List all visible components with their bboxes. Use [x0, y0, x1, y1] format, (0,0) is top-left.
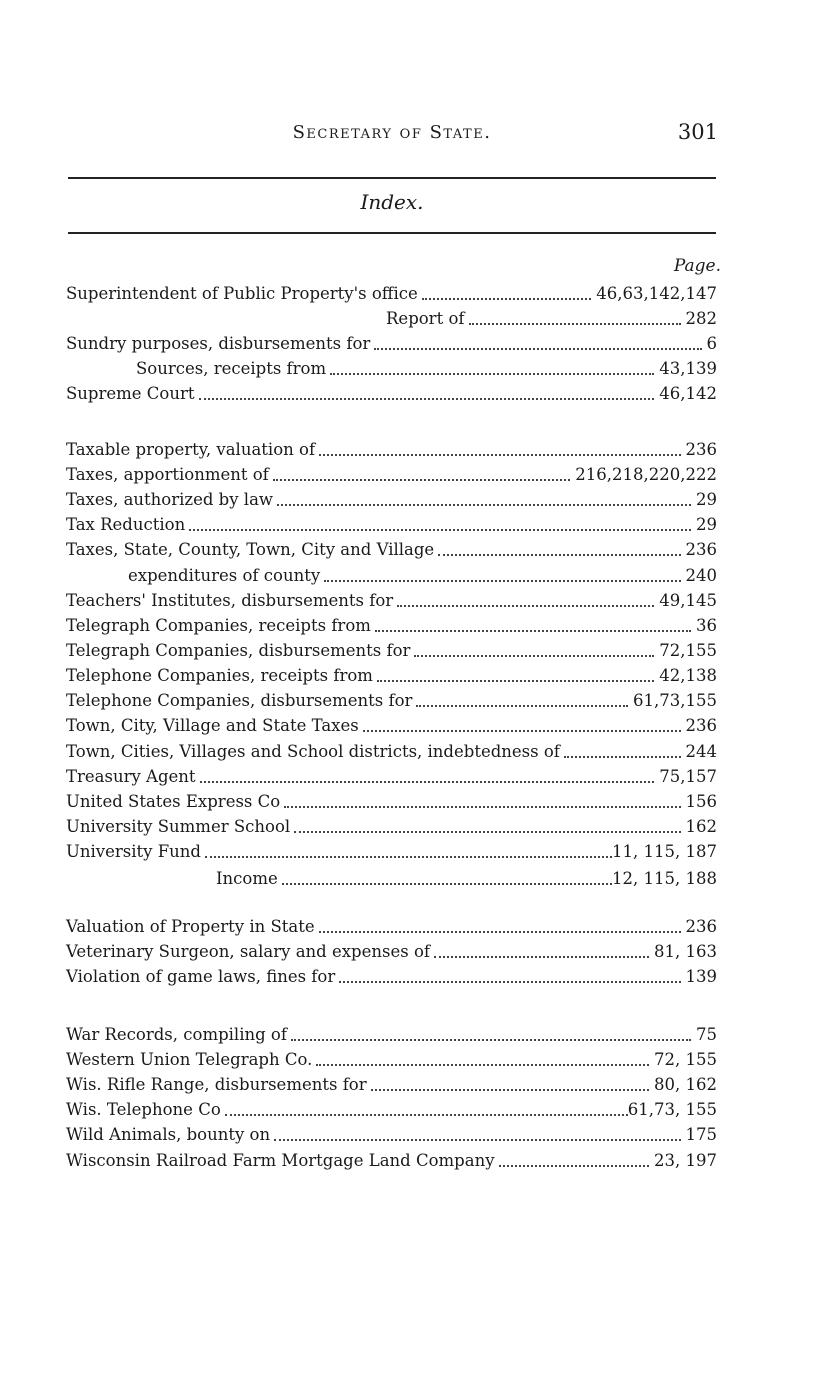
entry-pages: 6: [706, 334, 717, 353]
entry-label: Veterinary Surgeon, salary and expenses of: [66, 942, 430, 961]
entry-pages: 42,138: [659, 666, 717, 685]
index-entry: [66, 535, 717, 560]
entry-label: Wis. Rifle Range, disbursements for: [66, 1075, 367, 1094]
entry-label: Teachers' Institutes, disbursements for: [66, 591, 394, 610]
index-entry: [66, 279, 717, 304]
entry-label: Taxable property, valuation of: [66, 440, 316, 459]
index-entry: [66, 661, 717, 686]
index-entry: [66, 711, 717, 736]
entry-pages: 29: [696, 515, 717, 534]
dot-leader: [294, 830, 680, 833]
index-entry: [66, 435, 717, 460]
index-entry: [66, 1095, 717, 1120]
dot-leader: [273, 478, 570, 481]
index-entry: [66, 737, 717, 762]
dot-leader: [274, 1138, 680, 1141]
dot-leader: [422, 297, 591, 300]
entry-pages: 156: [685, 792, 717, 811]
entry-pages: 29: [696, 490, 717, 509]
index-entry: [66, 379, 717, 404]
entry-label: Telegraph Companies, disbursements for: [66, 641, 411, 660]
dot-leader: [363, 729, 681, 732]
index-entry: [66, 837, 717, 862]
entry-pages: 11, 115, 187: [612, 842, 717, 861]
dot-leader: [225, 1113, 628, 1116]
entry-pages: 75: [696, 1025, 717, 1044]
index-entry: [66, 962, 717, 987]
index-entry: [66, 485, 717, 510]
index-entry: [66, 762, 717, 787]
dot-leader: [377, 679, 654, 682]
entry-label: Sundry purposes, disbursements for: [66, 334, 371, 353]
entry-pages: 72, 155: [654, 1050, 717, 1069]
entry-pages: 240: [685, 566, 717, 585]
dot-leader: [339, 980, 680, 983]
index-entry: [66, 354, 717, 379]
dot-leader: [284, 805, 680, 808]
entry-label: Town, Cities, Villages and School districts, indebtedness of: [66, 742, 560, 761]
entry-pages: 49,145: [659, 591, 717, 610]
dot-leader: [375, 629, 691, 632]
dot-leader: [438, 553, 680, 556]
dot-leader: [330, 372, 654, 375]
index-entry: [66, 937, 717, 962]
index-entry: [66, 561, 717, 586]
entry-label: Wis. Telephone Co: [66, 1100, 221, 1119]
entry-label: University Summer School: [66, 817, 291, 836]
entry-label: Valuation of Property in State: [66, 917, 315, 936]
entry-label: expenditures of county: [128, 566, 321, 585]
dot-leader: [319, 930, 681, 933]
entry-pages: 61,73,155: [633, 691, 717, 710]
index-entry: [66, 304, 717, 329]
dot-leader: [277, 503, 691, 506]
index-entry: [66, 912, 717, 937]
entry-pages: 162: [685, 817, 717, 836]
dot-leader: [205, 855, 612, 858]
entry-pages: 46,63,142,147: [596, 284, 717, 303]
dot-leader: [324, 579, 680, 582]
entry-pages: 244: [685, 742, 717, 761]
entry-label: Sources, receipts from: [136, 359, 327, 378]
entry-pages: 72,155: [659, 641, 717, 660]
entry-label: Report of: [386, 309, 465, 328]
entry-pages: 139: [685, 967, 717, 986]
entry-pages: 282: [685, 309, 717, 328]
dot-leader: [416, 704, 628, 707]
index-entry: [66, 636, 717, 661]
dot-leader: [319, 453, 680, 456]
index-entry: [66, 611, 717, 636]
entry-pages: 23, 197: [654, 1151, 717, 1170]
entry-pages: 80, 162: [654, 1075, 717, 1094]
entry-label: Wild Animals, bounty on: [66, 1125, 271, 1144]
entry-label: Supreme Court: [66, 384, 195, 403]
dot-leader: [199, 397, 655, 400]
dot-leader: [397, 604, 654, 607]
dot-leader: [200, 780, 655, 783]
index-entry: [66, 1045, 717, 1070]
dot-leader: [282, 882, 612, 885]
entry-pages: 46,142: [659, 384, 717, 403]
dot-leader: [371, 1088, 649, 1091]
entry-label: Treasury Agent: [66, 767, 196, 786]
index-entry: [66, 864, 717, 889]
dot-leader: [189, 528, 691, 531]
entry-pages: 36: [696, 616, 717, 635]
entry-label: Superintendent of Public Property's office: [66, 284, 418, 303]
entry-pages: 12, 115, 188: [612, 869, 717, 888]
entry-label: Wisconsin Railroad Farm Mortgage Land Company: [66, 1151, 495, 1170]
dot-leader: [316, 1063, 649, 1066]
entry-pages: 61,73, 155: [627, 1100, 717, 1119]
bottom-rule: [68, 232, 716, 234]
entry-label: Town, City, Village and State Taxes: [66, 716, 359, 735]
entry-pages: 236: [685, 540, 717, 559]
entry-label: Western Union Telegraph Co.: [66, 1050, 313, 1069]
entry-pages: 175: [685, 1125, 717, 1144]
page-column-label: Page.: [673, 256, 721, 276]
entry-label: United States Express Co: [66, 792, 281, 811]
entry-label: Income: [216, 869, 278, 888]
index-entry: [66, 1070, 717, 1095]
index-entry: [66, 329, 717, 354]
dot-leader: [434, 955, 649, 958]
page-number: 301: [677, 120, 718, 144]
entry-label: War Records, compiling of: [66, 1025, 287, 1044]
entry-pages: 236: [685, 440, 717, 459]
running-title: Secretary of State.: [292, 122, 492, 143]
dot-leader: [291, 1038, 691, 1041]
entry-pages: 81, 163: [654, 942, 717, 961]
index-entry: [66, 460, 717, 485]
entry-label: Telegraph Companies, receipts from: [66, 616, 371, 635]
entry-pages: 43,139: [659, 359, 717, 378]
top-rule: [68, 177, 716, 179]
index-entry: [66, 510, 717, 535]
index-entry: [66, 686, 717, 711]
index-entry: [66, 1020, 717, 1045]
index-entry: [66, 812, 717, 837]
entry-label: Telephone Companies, receipts from: [66, 666, 373, 685]
entry-pages: 236: [685, 716, 717, 735]
dot-leader: [374, 347, 701, 350]
page-header: [66, 118, 718, 152]
index-title: Index.: [360, 190, 424, 214]
entry-pages: 75,157: [659, 767, 717, 786]
index-entry: [66, 1120, 717, 1145]
entry-pages: 216,218,220,222: [575, 465, 717, 484]
entry-label: Taxes, authorized by law: [66, 490, 274, 509]
entry-label: Violation of game laws, fines for: [66, 967, 336, 986]
entry-label: University Fund: [66, 842, 201, 861]
entry-label: Taxes, apportionment of: [66, 465, 269, 484]
entry-label: Tax Reduction: [66, 515, 186, 534]
dot-leader: [414, 654, 654, 657]
dot-leader: [564, 755, 681, 758]
index-entry: [66, 586, 717, 611]
index-entry: [66, 1146, 717, 1171]
entry-label: Telephone Companies, disbursements for: [66, 691, 413, 710]
dot-leader: [499, 1164, 649, 1167]
index-entry: [66, 787, 717, 812]
entry-pages: 236: [685, 917, 717, 936]
dot-leader: [469, 322, 681, 325]
entry-label: Taxes, State, County, Town, City and Village: [66, 540, 435, 559]
